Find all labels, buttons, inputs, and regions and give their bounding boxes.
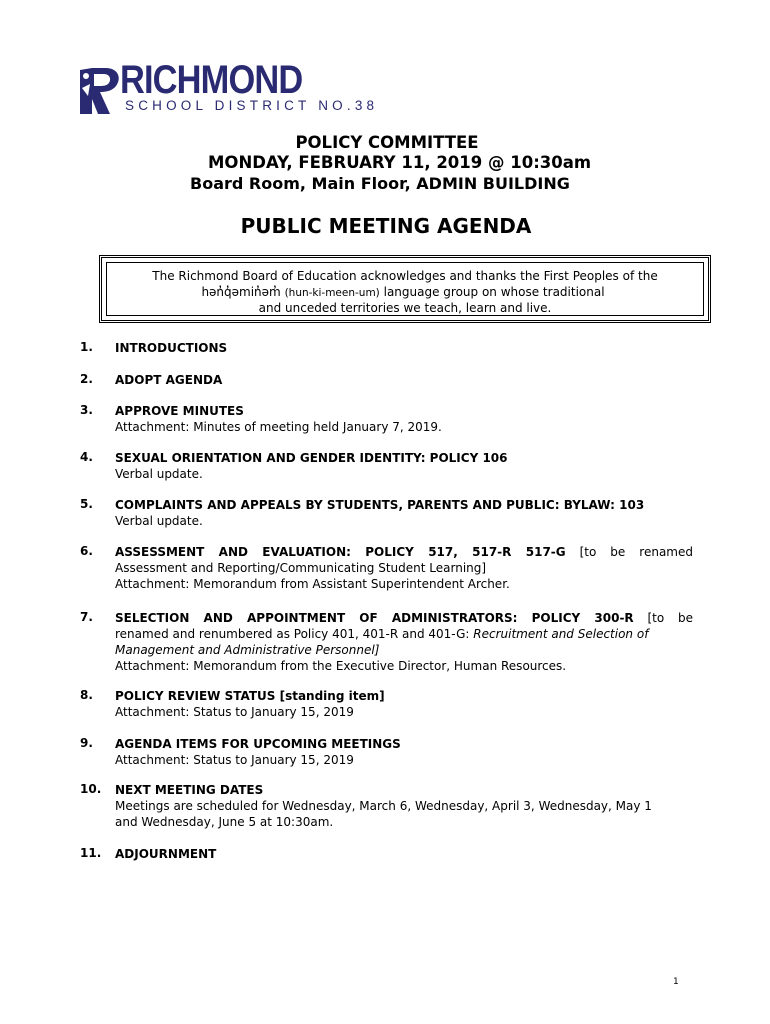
- committee-name: POLICY COMMITTEE: [295, 133, 479, 152]
- agenda-item-detail: Attachment: Status to January 15, 2019: [115, 705, 354, 719]
- agenda-item-detail-italic-line: [115, 642, 693, 658]
- agenda-item-number: 2.: [80, 372, 93, 386]
- agenda-item-title: ASSESSMENT AND EVALUATION: POLICY 517, 517-R 517-G: [115, 545, 566, 559]
- land-acknowledgement-inner-border: [106, 262, 704, 316]
- agenda-item-number: 6.: [80, 544, 93, 558]
- agenda-item-detail-plain: renamed and renumbered as Policy 401, 401-R and 401-G:: [115, 627, 470, 641]
- logo-subtitle: SCHOOL DISTRICT NO.38: [125, 98, 379, 113]
- agenda-item-detail: Verbal update.: [115, 467, 203, 481]
- agenda-item-detail: and Wednesday, June 5 at 10:30am.: [115, 815, 334, 829]
- acknowledgement-line-2-rest: language group on whose traditional: [383, 285, 605, 299]
- agenda-item-detail: Attachment: Status to January 15, 2019: [115, 753, 354, 767]
- agenda-item-detail: Verbal update.: [115, 514, 203, 528]
- agenda-item-note: [to be renamed: [579, 545, 693, 559]
- agenda-item-number: 7.: [80, 610, 93, 624]
- land-acknowledgement-box: [99, 255, 711, 323]
- agenda-item-heading-line: [115, 544, 693, 560]
- agenda-item-detail-italic: Recruitment and Selection of: [473, 627, 649, 641]
- richmond-logo-icon: [78, 66, 124, 116]
- page-number: 1: [673, 977, 679, 987]
- agenda-title: PUBLIC MEETING AGENDA: [240, 214, 532, 238]
- agenda-item-title: INTRODUCTIONS: [115, 341, 228, 355]
- agenda-item-title: ADJOURNMENT: [115, 847, 217, 861]
- agenda-item-title: AGENDA ITEMS FOR UPCOMING MEETINGS: [115, 737, 401, 751]
- agenda-item-number: 1.: [80, 340, 93, 354]
- meeting-location: Board Room, Main Floor, ADMIN BUILDING: [190, 174, 570, 193]
- agenda-item-title: SEXUAL ORIENTATION AND GENDER IDENTITY: POLICY 106: [115, 451, 508, 465]
- district-logo: [78, 58, 379, 116]
- agenda-item-number: 3.: [80, 403, 93, 417]
- agenda-item-detail: Assessment and Reporting/Communicating Student Learning]: [115, 561, 487, 575]
- agenda-item-attachment: Attachment: Memorandum from Assistant Superintendent Archer.: [115, 577, 510, 591]
- language-pronunciation: (hun-ki-meen-um): [284, 287, 380, 299]
- agenda-item-title: POLICY REVIEW STATUS [standing item]: [115, 689, 385, 703]
- agenda-item-number: 9.: [80, 736, 93, 750]
- acknowledgement-line-1: The Richmond Board of Education acknowledges and thanks the First Peoples of the: [152, 269, 658, 283]
- agenda-item-attachment: Attachment: Memorandum from the Executive Director, Human Resources.: [115, 659, 567, 673]
- agenda-item-title: SELECTION AND APPOINTMENT OF ADMINISTRATORS: POLICY 300-R: [115, 611, 634, 625]
- agenda-item-number: 8.: [80, 688, 93, 702]
- agenda-item-italic-text: Management and Administrative Personnel]: [115, 643, 380, 657]
- agenda-item-number: 11.: [80, 846, 102, 860]
- acknowledgement-line-3: and unceded territories we teach, learn and live.: [258, 301, 552, 315]
- agenda-item-note: [to be: [647, 611, 693, 625]
- agenda-item-detail: Attachment: Minutes of meeting held January 7, 2019.: [115, 420, 442, 434]
- acknowledgement-line-2: [105, 285, 701, 299]
- agenda-item-heading-line: [115, 610, 693, 626]
- meeting-date-time: MONDAY, FEBRUARY 11, 2019 @ 10:30am: [208, 153, 592, 172]
- agenda-item-detail: Meetings are scheduled for Wednesday, March 6, Wednesday, April 3, Wednesday, May 1: [115, 799, 652, 813]
- agenda-item-number: 5.: [80, 497, 93, 511]
- agenda-item-title: ADOPT AGENDA: [115, 373, 223, 387]
- agenda-item-detail: [115, 626, 693, 642]
- agenda-item-number: 4.: [80, 450, 93, 464]
- logo-title: RICHMOND: [120, 58, 303, 102]
- agenda-item-title: COMPLAINTS AND APPEALS BY STUDENTS, PARENTS AND PUBLIC: BYLAW: 103: [115, 498, 645, 512]
- agenda-item-number: 10.: [80, 782, 102, 796]
- agenda-item-title: NEXT MEETING DATES: [115, 783, 264, 797]
- language-name: hən̓q̓əmin̓əm̓: [201, 285, 281, 299]
- agenda-item-title: APPROVE MINUTES: [115, 404, 244, 418]
